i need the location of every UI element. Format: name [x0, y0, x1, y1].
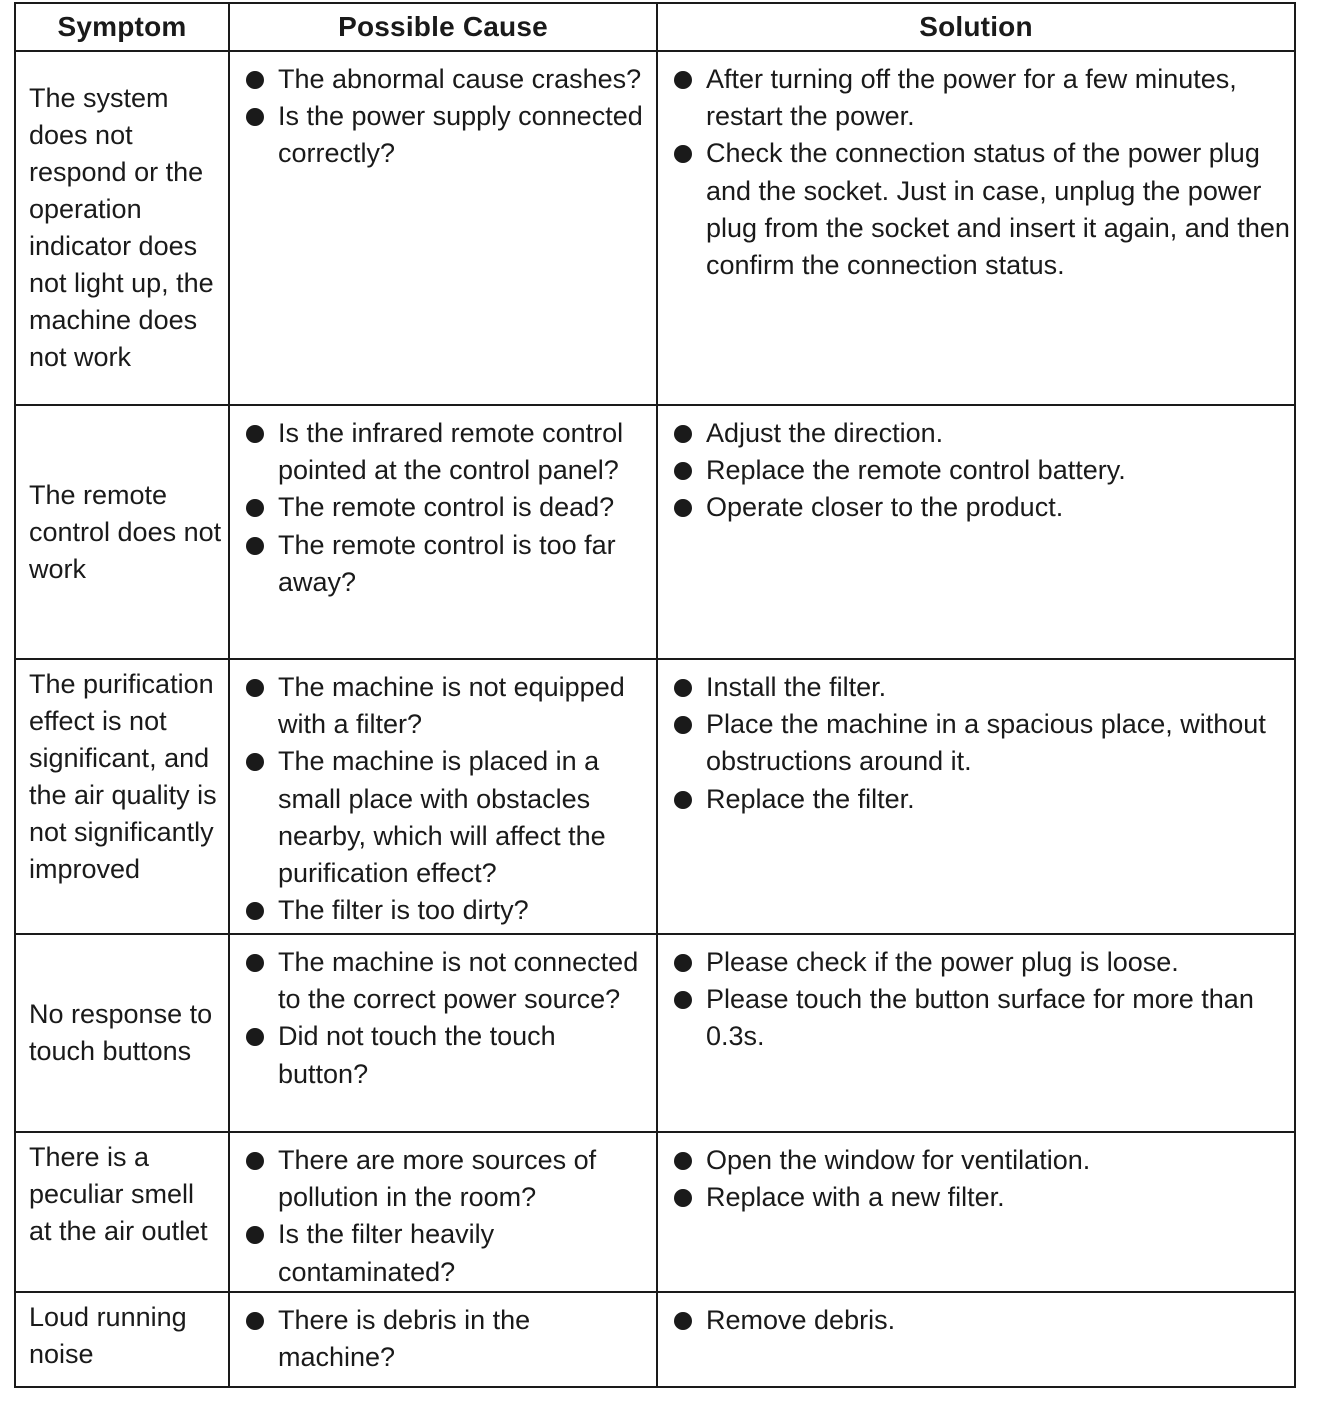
solution-item: Place the machine in a spacious place, without obstructions around it.: [658, 706, 1294, 780]
bullet-icon: [246, 108, 264, 126]
symptom-cell: The purification effect is not significant, and the air quality is not significantly improved: [15, 659, 229, 934]
table-row: [15, 51, 1295, 405]
bullet-icon: [674, 425, 692, 443]
solution-item: Install the filter.: [658, 669, 1294, 706]
bullet-icon: [674, 679, 692, 697]
bullet-icon: [246, 425, 264, 443]
table-row: [15, 659, 1295, 934]
header-row: [15, 3, 1295, 51]
solution-item: Please check if the power plug is loose.: [658, 944, 1294, 981]
solution-item: Replace the remote control battery.: [658, 452, 1294, 489]
cause-cell: [229, 659, 657, 934]
solution-cell: [657, 51, 1295, 405]
solution-item: Open the window for ventilation.: [658, 1142, 1294, 1179]
header-symptom: Symptom: [15, 3, 229, 51]
bullet-icon: [674, 954, 692, 972]
cause-cell: [229, 934, 657, 1132]
bullet-icon: [674, 791, 692, 809]
solution-item: Remove debris.: [658, 1302, 1294, 1339]
cause-item: The filter is too dirty?: [230, 892, 656, 929]
cause-cell: [229, 1132, 657, 1292]
solution-cell: [657, 1292, 1295, 1387]
bullet-icon: [674, 1312, 692, 1330]
table-row: [15, 405, 1295, 659]
bullet-icon: [246, 1226, 264, 1244]
symptom-cell: The remote control does not work: [15, 405, 229, 659]
cause-item: The machine is not equipped with a filter?: [230, 669, 656, 743]
cause-item: There is debris in the machine?: [230, 1302, 656, 1376]
bullet-icon: [674, 991, 692, 1009]
solution-item: Please touch the button surface for more than 0.3s.: [658, 981, 1294, 1055]
cause-cell: [229, 405, 657, 659]
cause-item: The abnormal cause crashes?: [230, 61, 656, 98]
bullet-icon: [674, 499, 692, 517]
bullet-icon: [674, 1189, 692, 1207]
cause-cell: [229, 1292, 657, 1387]
bullet-icon: [246, 753, 264, 771]
solution-item: Operate closer to the product.: [658, 489, 1294, 526]
cause-item: The remote control is dead?: [230, 489, 656, 526]
cause-item: There are more sources of pollution in the room?: [230, 1142, 656, 1216]
bullet-icon: [246, 954, 264, 972]
header-solution: Solution: [657, 3, 1295, 51]
solution-item: Check the connection status of the power plug and the socket. Just in case, unplug the power plug from the socket and insert it again, and then confirm the connection status.: [658, 135, 1294, 284]
table-row: [15, 1132, 1295, 1292]
bullet-icon: [246, 499, 264, 517]
bullet-icon: [674, 716, 692, 734]
bullet-icon: [674, 1152, 692, 1170]
cause-item: The machine is placed in a small place with obstacles nearby, which will affect the purification effect?: [230, 743, 656, 892]
header-cause: Possible Cause: [229, 3, 657, 51]
bullet-icon: [246, 537, 264, 555]
solution-cell: [657, 934, 1295, 1132]
solution-cell: [657, 405, 1295, 659]
symptom-cell: The system does not respond or the operation indicator does not light up, the machine does not work: [15, 51, 229, 405]
cause-cell: [229, 51, 657, 405]
solution-item: Replace with a new filter.: [658, 1179, 1294, 1216]
cause-item: Is the power supply connected correctly?: [230, 98, 656, 172]
bullet-icon: [246, 71, 264, 89]
symptom-cell: Loud running noise: [15, 1292, 229, 1387]
bullet-icon: [246, 1312, 264, 1330]
cause-item: Is the filter heavily contaminated?: [230, 1216, 656, 1290]
solution-item: Replace the filter.: [658, 781, 1294, 818]
solution-cell: [657, 659, 1295, 934]
table-row: [15, 934, 1295, 1132]
bullet-icon: [246, 1028, 264, 1046]
troubleshooting-table: [14, 2, 1296, 1388]
bullet-icon: [674, 145, 692, 163]
cause-item: Did not touch the touch button?: [230, 1018, 656, 1092]
cause-item: The remote control is too far away?: [230, 527, 656, 601]
symptom-cell: There is a peculiar smell at the air outlet: [15, 1132, 229, 1292]
cause-item: Is the infrared remote control pointed at the control panel?: [230, 415, 656, 489]
bullet-icon: [246, 679, 264, 697]
solution-item: Adjust the direction.: [658, 415, 1294, 452]
bullet-icon: [246, 1152, 264, 1170]
bullet-icon: [246, 902, 264, 920]
table-row: [15, 1292, 1295, 1387]
symptom-cell: No response to touch buttons: [15, 934, 229, 1132]
solution-item: After turning off the power for a few minutes, restart the power.: [658, 61, 1294, 135]
bullet-icon: [674, 462, 692, 480]
solution-cell: [657, 1132, 1295, 1292]
cause-item: The machine is not connected to the correct power source?: [230, 944, 656, 1018]
bullet-icon: [674, 71, 692, 89]
